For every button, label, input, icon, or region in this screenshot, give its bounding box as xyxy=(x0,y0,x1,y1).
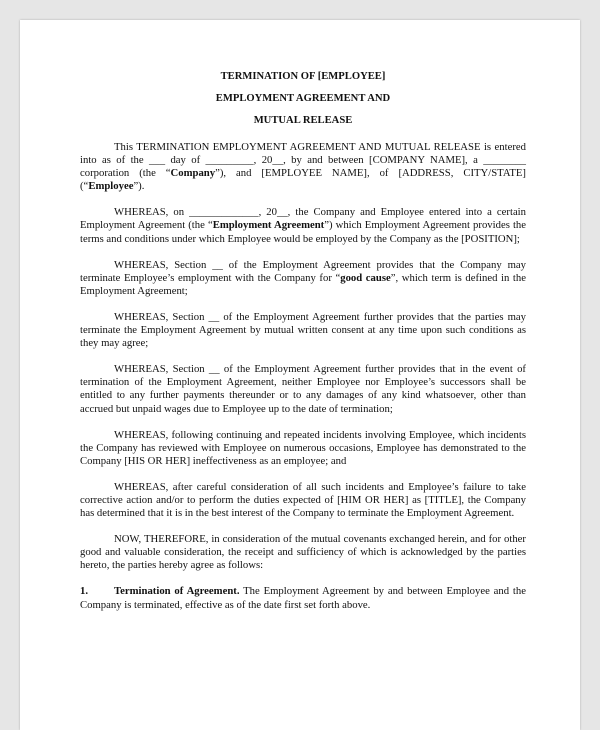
section-1-heading: Termination of Agreement. xyxy=(114,585,240,598)
whereas-paragraph-5: WHEREAS, following continuing and repeated incidents involving Employee, which incidents the Company has reviewed with Employee on numerous occasions, Employee has demonstrated to the Company [HIS OR HER] ineffectiveness as an employee; and xyxy=(80,428,526,467)
now-therefore-paragraph: NOW, THEREFORE, in consideration of the mutual covenants exchanged herein, and for other good and valuable consideration, the receipt and sufficiency of which is acknowledged by the parties hereto, the parties hereby agree as follows: xyxy=(80,533,526,572)
intro-paragraph: This TERMINATION EMPLOYMENT AGREEMENT AND MUTUAL RELEASE is entered into as of the ___ day of _________, 20__, by and between [COMPANY NAME], a ________ corporation (the “Company”), and [EMPLOYEE NAME], of [ADDRESS, CITY/STATE] (“Employee”). xyxy=(80,141,526,193)
title-line-2: EMPLOYMENT AGREEMENT AND xyxy=(215,93,391,104)
company-term: Company xyxy=(170,167,216,180)
whereas-paragraph-1: WHEREAS, on _____________, 20__, the Company and Employee entered into a certain Employment Agreement (the “Employment Agreement”) which Employment Agreement provides the terms and conditions under which Employee would be employed by the Company as the [POSITION]; xyxy=(80,206,526,245)
section-1-number: 1. xyxy=(80,585,89,598)
document-page xyxy=(20,20,580,730)
whereas-paragraph-2: WHEREAS, Section __ of the Employment Agreement provides that the Company may terminate Employee’s employment with the Company for “good cause”, which term is defined in the Employment Agreement; xyxy=(80,258,526,297)
whereas-paragraph-3: WHEREAS, Section __ of the Employment Agreement further provides that the parties may terminate the Employment Agreement by mutual written consent at any time upon such conditions as they may agree; xyxy=(80,310,526,350)
section-1 xyxy=(80,585,526,611)
document-body xyxy=(80,70,526,625)
document-title xyxy=(80,70,526,127)
good-cause-term: good cause xyxy=(340,271,391,284)
section-1-text: The Employment Agreement by and between Employee and the Company is terminated, effective as of the date first set forth above. xyxy=(80,585,526,611)
employee-term: Employee xyxy=(88,180,134,193)
title-line-1: TERMINATION OF [EMPLOYEE] xyxy=(220,71,386,82)
whereas-paragraph-4: WHEREAS, Section __ of the Employment Agreement further provides that in the event of termination of the Employment Agreement, neither Employee nor Employee’s successors shall be entitled to any further payments thereunder or to any damages of any kind whatsoever, other than accrued but unpaid wages due to Employee up to the date of termination; xyxy=(80,363,526,415)
whereas-paragraph-6: WHEREAS, after careful consideration of all such incidents and Employee’s failure to take corrective action and/or to perform the duties expected of [HIM OR HER] as [TITLE], the Company has determined that it is in the best interest of the Company to terminate the Employment Agreement. xyxy=(80,480,526,520)
employment-agreement-term: Employment Agreement xyxy=(212,219,325,232)
title-line-3: MUTUAL RELEASE xyxy=(253,115,353,126)
